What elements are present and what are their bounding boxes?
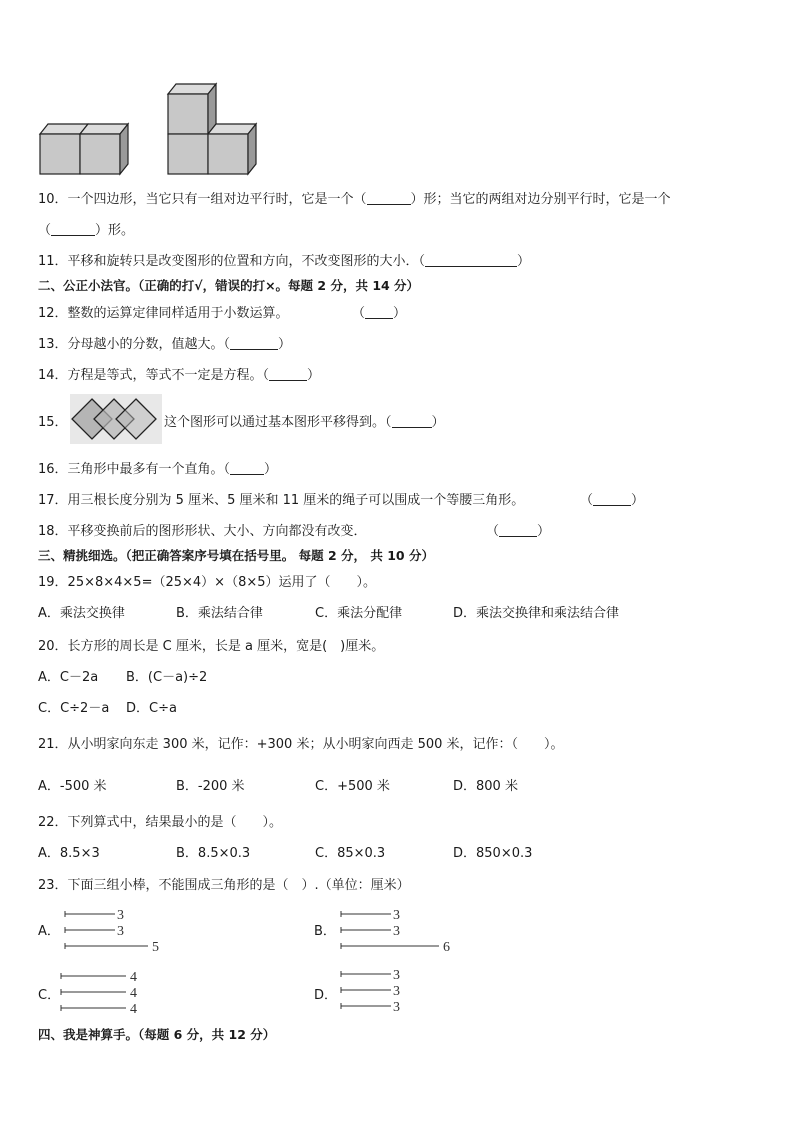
answer-blank[interactable] [230,336,278,350]
stick-length-label: 3 [117,908,124,923]
question-10: 10．一个四边形，当它只有一组对边平行时，它是一个（ ）形；当它的两组对边分别平行时，它是一个 [38,192,671,207]
option-c[interactable]: C．+500 米 [315,779,390,794]
option-d[interactable]: D．850×0.3 [453,846,533,861]
option-c[interactable]: C． [38,988,61,1003]
question-23: 23．下面三组小棒，不能围成三角形的是（ ）.（单位：厘米） [38,878,410,893]
stick-length-label: 4 [130,986,137,1001]
question-12-answer: （ ） [352,306,407,321]
question-20: 20．长方形的周长是 C 厘米，长是 a 厘米，宽是( )厘米。 [38,639,385,654]
option-b[interactable]: B．乘法结合律 [176,606,263,621]
option-c[interactable]: C．85×0.3 [315,846,386,861]
option-a[interactable]: A． [38,924,60,939]
stick-length-label: 3 [393,908,400,923]
sticks-group-c [56,966,156,1018]
question-14: 14．方程是等式，等式不一定是方程。（ ） [38,368,321,383]
stick-length-label: 5 [152,940,159,955]
answer-blank[interactable] [367,191,411,205]
stick-length-label: 3 [393,968,400,983]
answer-blank[interactable] [365,305,393,319]
answer-blank[interactable] [392,414,432,428]
option-b[interactable]: B．8.5×0.3 [176,846,251,861]
question-17-answer: （ ） [580,493,645,508]
answer-blank[interactable] [499,523,537,537]
question-22: 22．下列算式中，结果最小的是（ ）。 [38,815,283,830]
option-b[interactable]: B． [314,924,336,939]
question-10-cont: （ ）形。 [38,223,135,238]
question-13: 13．分母越小的分数，值越大。（ ） [38,337,292,352]
section-4-title: 四、我是神算手。（每题 6 分，共 12 分） [38,1027,276,1042]
option-d[interactable]: D．乘法交换律和乘法结合律 [453,606,620,621]
option-a[interactable]: A．乘法交换律 [38,606,125,621]
option-a[interactable]: A．C－2a [38,670,99,685]
diamond-pattern-figure [70,394,162,444]
stick-length-label: 3 [393,924,400,939]
stick-length-label: 3 [393,1000,400,1015]
sticks-group-b [336,905,466,955]
question-18-answer: （ ） [486,524,551,539]
option-a[interactable]: A．-500 米 [38,779,107,794]
option-d[interactable]: D．800 米 [453,779,518,794]
sticks-group-a [60,905,180,955]
option-c[interactable]: C．乘法分配律 [315,606,403,621]
section-2-title: 二、公正小法官。（正确的打√，错误的打×。每题 2 分，共 14 分） [38,278,420,293]
cube-figure-right [168,84,256,174]
answer-blank[interactable] [593,492,631,506]
question-15-number: 15． [38,415,68,430]
answer-blank[interactable] [425,253,517,267]
stick-length-label: 6 [443,940,450,955]
answer-blank[interactable] [230,461,264,475]
question-17: 17．用三根长度分别为 5 厘米、5 厘米和 11 厘米的绳子可以围成一个等腰三角形。 [38,493,525,508]
question-19: 19．25×8×4×5=（25×4）×（8×5）运用了（ ）。 [38,575,377,590]
answer-blank[interactable] [269,367,307,381]
answer-blank[interactable] [51,222,95,236]
question-21: 21．从小明家向东走 300 米，记作：+300 米；从小明家向西走 500 米，记作：（ ）。 [38,737,564,752]
question-16: 16．三角形中最多有一个直角。（ ） [38,462,278,477]
stick-length-label: 3 [393,984,400,999]
option-c[interactable]: C．C÷2－a [38,701,110,716]
stick-length-label: 4 [130,970,137,985]
cube-figure-left [40,124,128,174]
option-d[interactable]: D． [314,988,338,1003]
option-d[interactable]: D．C÷a [126,701,177,716]
question-12: 12．整数的运算定律同样适用于小数运算。 [38,306,289,321]
sticks-group-d [336,964,436,1016]
section-3-title: 三、精挑细选。（把正确答案序号填在括号里。 每题 2 分， 共 10 分） [38,548,434,563]
question-18: 18．平移变换前后的图形形状、大小、方向都没有改变． [38,524,367,539]
option-a[interactable]: A．8.5×3 [38,846,100,861]
option-b[interactable]: B．(C－a)÷2 [126,670,208,685]
cube-figures [36,82,276,178]
stick-length-label: 4 [130,1002,137,1017]
question-11: 11．平移和旋转只是改变图形的位置和方向，不改变图形的大小．（ ） [38,254,531,269]
stick-length-label: 3 [117,924,124,939]
question-15: 这个图形可以通过基本图形平移得到。（ ） [164,415,445,430]
option-b[interactable]: B．-200 米 [176,779,245,794]
